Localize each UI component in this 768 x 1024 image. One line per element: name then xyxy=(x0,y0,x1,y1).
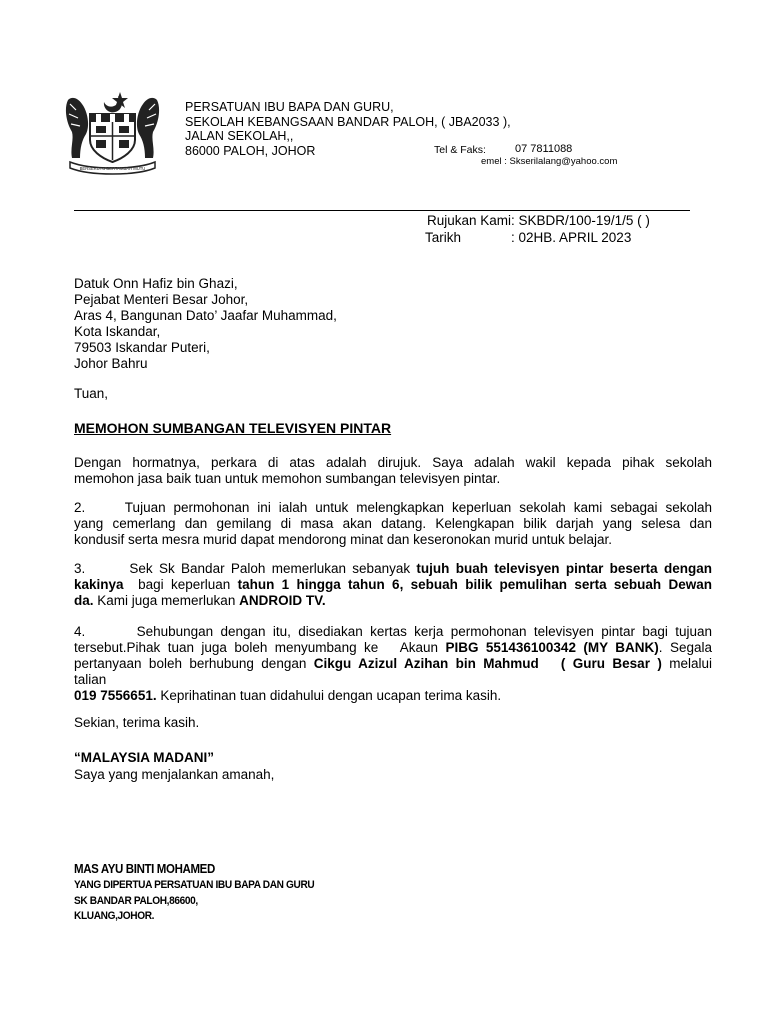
paragraph-line: 4. Sehubungan dengan itu, disediakan kertas kerja permohonan televisyen pintar bagi tujuan xyxy=(74,624,712,639)
text-run: Keprihatinan tuan didahului dengan ucapan terima kasih. xyxy=(156,688,502,703)
bold-text: kakinya xyxy=(74,577,124,592)
tel-label: Tel & Faks: xyxy=(434,144,486,156)
recipient-line: Datuk Onn Hafiz bin Ghazi, xyxy=(74,276,238,291)
recipient-address xyxy=(74,276,337,372)
text-run: Kami juga memerlukan xyxy=(93,593,240,608)
phone-number: 019 7556651. xyxy=(74,688,157,703)
paragraph-line xyxy=(74,688,712,704)
trust-line: Saya yang menjalankan amanah, xyxy=(74,767,275,782)
recipient-line: Kota Iskandar, xyxy=(74,324,161,339)
school-name: SEKOLAH KEBANGSAAN BANDAR PALOH, ( JBA2033 ), xyxy=(185,114,511,129)
reference-number: Rujukan Kami: SKBDR/100-19/1/5 ( ) xyxy=(427,213,650,228)
paragraph-2 xyxy=(74,500,712,548)
signatory-school: SK BANDAR PALOH,86600, xyxy=(74,895,198,907)
closing-line: Sekian, terima kasih. xyxy=(74,715,200,730)
postcode-city: 86000 PALOH, JOHOR xyxy=(185,143,316,158)
coat-of-arms-logo xyxy=(60,88,165,176)
recipient-line: 79503 Iskandar Puteri, xyxy=(74,340,210,355)
paragraph-line xyxy=(74,593,712,609)
email: emel : Skserilalang@yahoo.com xyxy=(481,156,618,167)
bold-text: tahun 1 hingga tahun 6, sebuah bilik pemulihan serta sebuah Dewan xyxy=(237,577,712,592)
paragraph-line xyxy=(74,577,712,593)
paragraph-line: talian xyxy=(74,672,107,687)
paragraph-line: kondusif serta mesra murid dapat mendorong minat dan keseronokan murid untuk belajar. xyxy=(74,532,613,547)
bold-text: da. xyxy=(74,593,94,608)
recipient-line: Aras 4, Bangunan Dato’ Jaafar Muhammad, xyxy=(74,308,337,323)
paragraph-line xyxy=(74,561,712,577)
text-run: bagi keperluan xyxy=(123,577,238,592)
text-run: melalui xyxy=(661,656,712,671)
paragraph-line: memohon jasa baik tuan untuk memohon sumbangan televisyen pintar. xyxy=(74,471,501,486)
text-run: . Segala xyxy=(658,640,712,655)
bold-text: ANDROID TV. xyxy=(239,593,326,608)
paragraph-line xyxy=(74,640,712,656)
tel-value: 07 7811088 xyxy=(515,143,573,155)
text-run: tersebut.Pihak tuan juga boleh menyumbang ke Akaun xyxy=(74,640,446,655)
signatory-title: YANG DIPERTUA PERSATUAN IBU BAPA DAN GURU xyxy=(74,879,315,891)
paragraph-line: Dengan hormatnya, perkara di atas adalah dirujuk. Saya adalah wakil kepada pihak sekolah xyxy=(74,455,712,470)
recipient-line: Pejabat Menteri Besar Johor, xyxy=(74,292,249,307)
salutation: Tuan, xyxy=(74,386,109,401)
paragraph-line: 2. Tujuan permohonan ini ialah untuk melengkapkan keperluan sekolah kami sebagai sekolah xyxy=(74,500,712,515)
text-run: pertanyaan boleh berhubung dengan xyxy=(74,656,314,671)
contact-person: Cikgu Azizul Azihan bin Mahmud ( Guru Besar ) xyxy=(313,656,662,671)
text-run: 3. Sek Sk Bandar Paloh memerlukan sebanyak xyxy=(74,561,417,576)
bank-account: PIBG 551436100342 (MY BANK) xyxy=(445,640,659,655)
paragraph-3 xyxy=(74,561,712,609)
paragraph-line xyxy=(74,656,712,672)
signatory-name: MAS AYU BINTI MOHAMED xyxy=(74,862,215,876)
bold-text: tujuh buah televisyen pintar beserta dengan xyxy=(416,561,712,576)
signatory-town: KLUANG,JOHOR. xyxy=(74,910,155,922)
paragraph-4 xyxy=(74,624,712,704)
date-value: : 02HB. APRIL 2023 xyxy=(511,230,632,245)
recipient-line: Johor Bahru xyxy=(74,356,148,371)
svg-text:BERSEKUTU BERTAMBAH MUTU: BERSEKUTU BERTAMBAH MUTU xyxy=(79,166,146,171)
header-divider xyxy=(74,210,690,211)
street-address: JALAN SEKOLAH,, xyxy=(185,129,294,143)
paragraph-1 xyxy=(74,455,712,487)
paragraph-line: yang cemerlang dan gemilang di masa akan datang. Kelengkapan bilik darjah yang selesa dan xyxy=(74,516,712,531)
subject-heading: MEMOHON SUMBANGAN TELEVISYEN PINTAR xyxy=(74,420,392,436)
slogan: “MALAYSIA MADANI” xyxy=(74,750,215,765)
org-name: PERSATUAN IBU BAPA DAN GURU, xyxy=(185,100,394,114)
date-label: Tarikh xyxy=(425,230,462,245)
